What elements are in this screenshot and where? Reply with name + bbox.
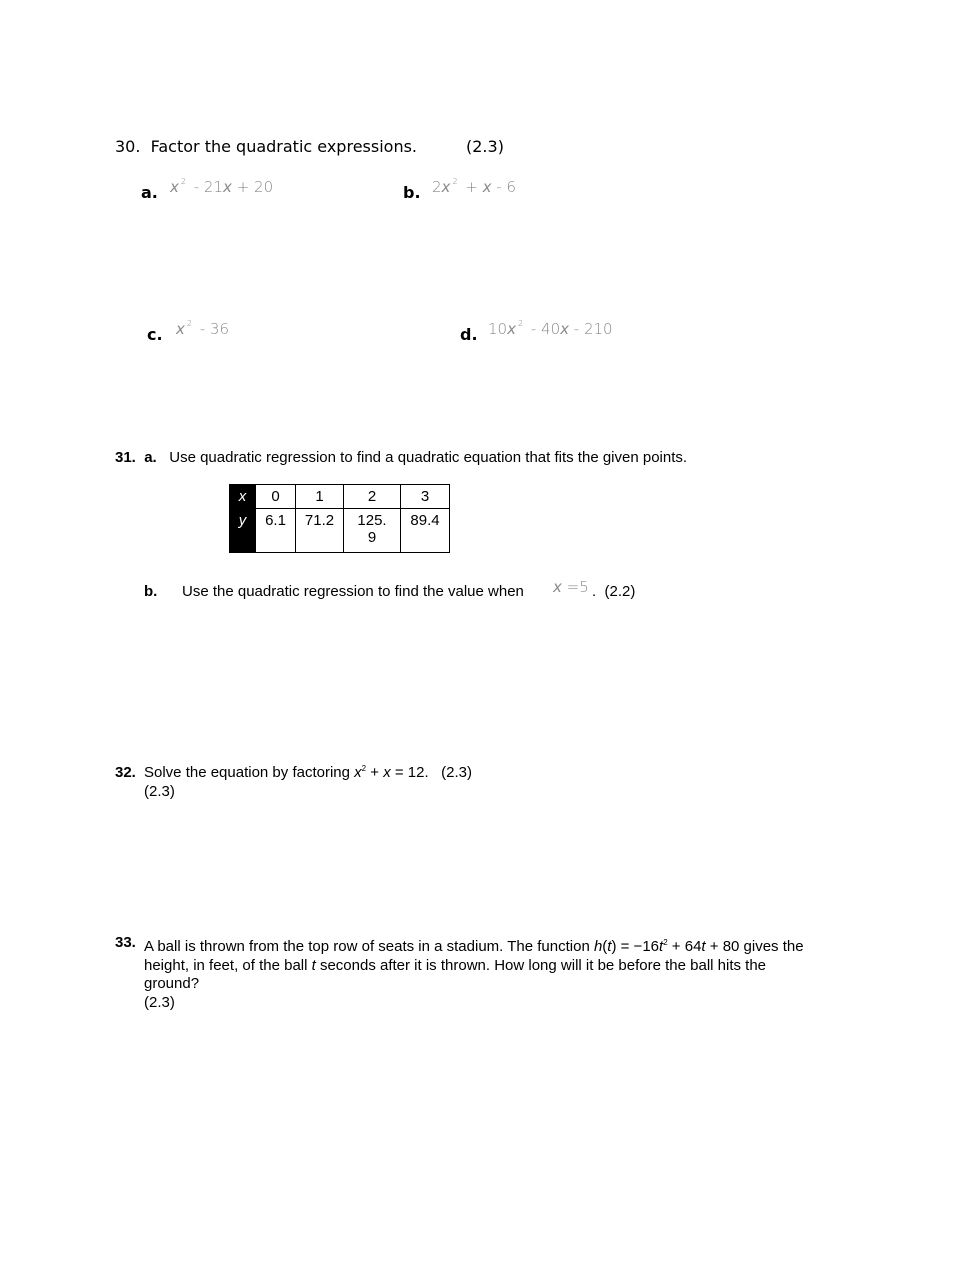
- q30-part-c-label: c.: [147, 325, 163, 344]
- table-cell-x: 2: [344, 485, 401, 509]
- table-cell-y: 89.4: [401, 509, 450, 553]
- q31-part-b-label: b.: [144, 583, 158, 600]
- table-cell-x: 1: [296, 485, 344, 509]
- regression-table: [229, 484, 450, 553]
- q31-part-b-tail: . (2.2): [592, 583, 636, 600]
- table-cell-y: 71.2: [296, 509, 344, 553]
- table-row-y: [230, 509, 450, 553]
- q30-part-a-expression: x $^2$ - 21x + 20: [170, 177, 274, 196]
- q32-section-below: (2.3): [144, 783, 175, 800]
- q31-number: 31.: [115, 449, 136, 466]
- table-cell-y: 125. 9: [344, 509, 401, 553]
- q30-part-d-label: d.: [460, 325, 478, 344]
- q31-part-a: [115, 449, 687, 466]
- q31-part-a-label: a.: [144, 449, 157, 466]
- q30-part-b-expression: 2x $^2$ + x - 6: [432, 177, 517, 196]
- q31-part-b-section: (2.2): [604, 583, 636, 600]
- q33-line-3: ground?: [144, 975, 200, 992]
- q31-part-a-text: Use quadratic regression to find a quadratic equation that fits the given points.: [169, 449, 688, 466]
- q30-instruction: Factor the quadratic expressions.: [150, 137, 417, 156]
- table-header-y: y: [230, 509, 256, 553]
- q30-part-d-expression: 10x $^2$ - 40x - 210: [488, 319, 613, 338]
- q31-part-b-expression: x =5: [553, 578, 589, 596]
- q30-part-a-label: a.: [141, 183, 158, 202]
- q30-part-c-expression: x $^2$ - 36: [176, 319, 230, 338]
- q30-number: 30.: [115, 137, 141, 156]
- table-cell-x: 3: [401, 485, 450, 509]
- q32-text: Solve the equation by factoring $x^2 + x = 12$. (2.3): [144, 764, 473, 781]
- table-row-x: [230, 485, 450, 509]
- q33-number: 33.: [115, 934, 136, 951]
- q33-section: (2.3): [144, 993, 175, 1011]
- q33-line-1: A ball is thrown from the top row of seats in a stadium. The function $h(t) = -16t^2 + 64t + 80$ gives the: [144, 938, 804, 955]
- q32-section-inline: (2.3): [441, 764, 473, 781]
- q30-part-b-label: b.: [403, 183, 421, 202]
- table-header-x: x: [230, 485, 256, 509]
- q30-section: (2.3): [466, 137, 504, 156]
- table-cell-x: 0: [256, 485, 296, 509]
- q33-line-2: height, in feet, of the ball t seconds after it is thrown. How long will it be before the ball hits the: [144, 956, 767, 974]
- q31-part-b-text: Use the quadratic regression to find the value when: [182, 583, 524, 600]
- q33-text: [144, 934, 804, 1012]
- table-cell-y: 6.1: [256, 509, 296, 553]
- q32-number: 32.: [115, 764, 136, 781]
- q30-header: [115, 137, 417, 156]
